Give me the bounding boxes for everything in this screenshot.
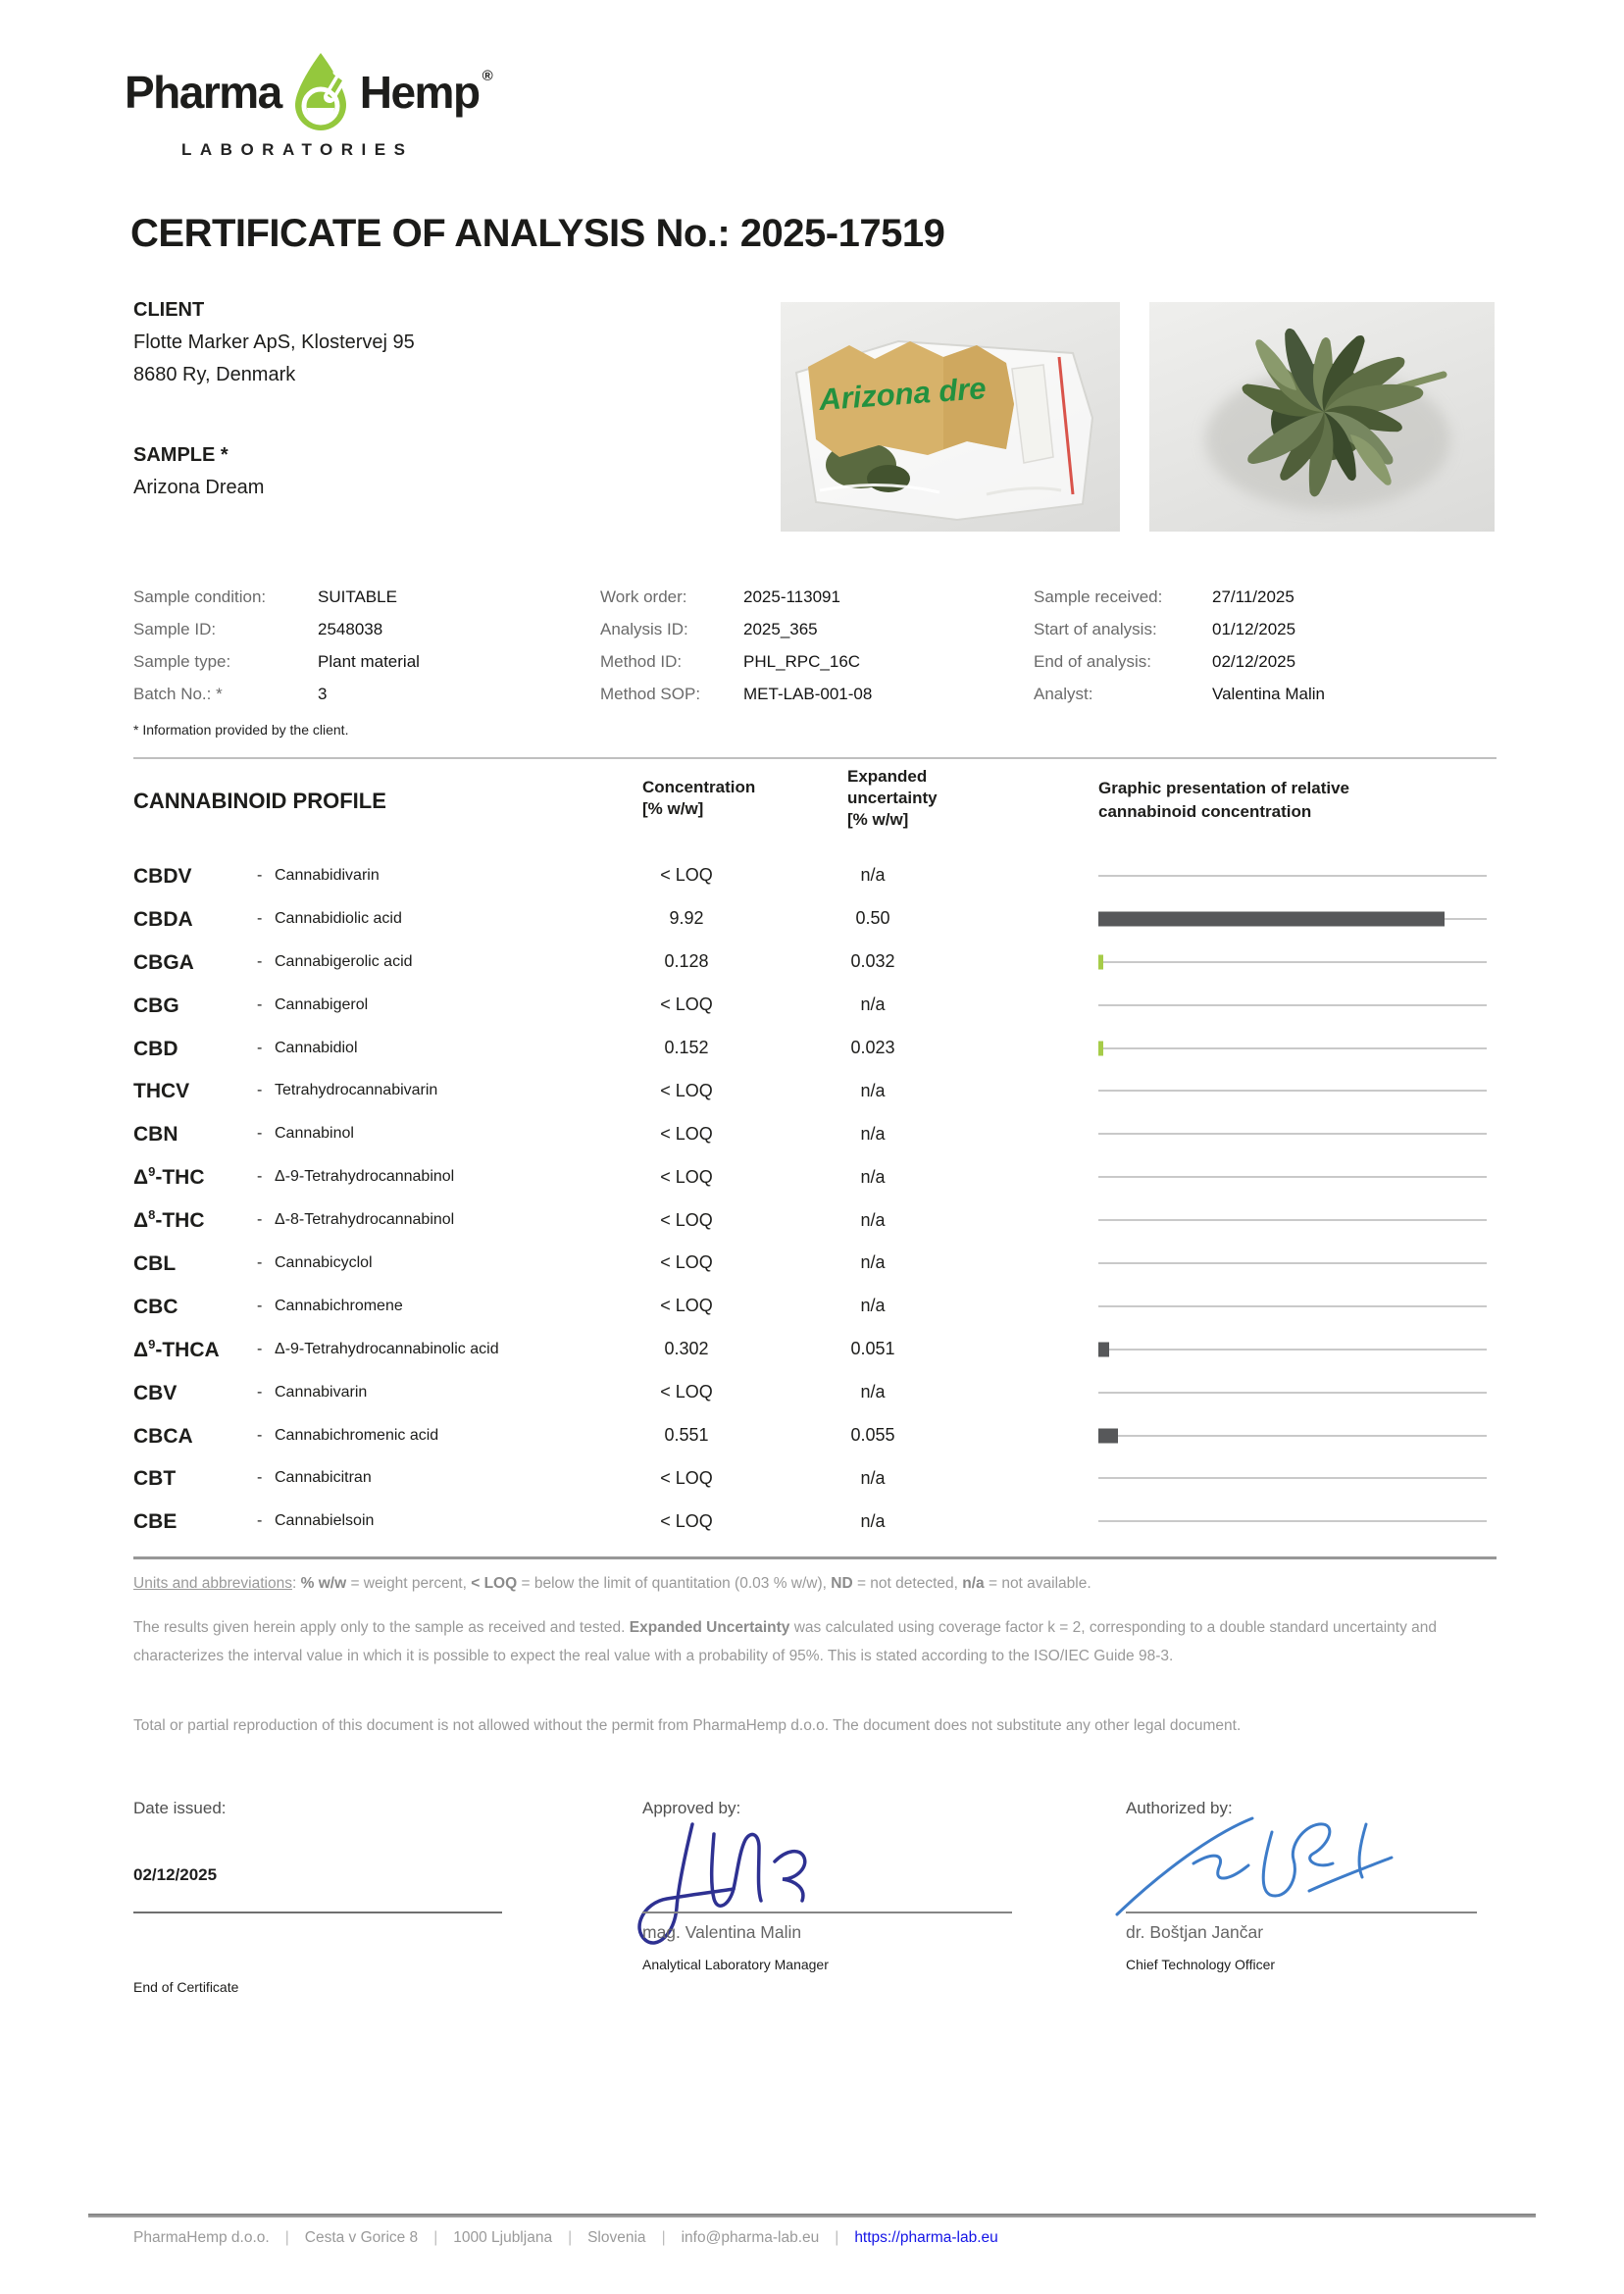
client-info-footnote: * Information provided by the client. bbox=[133, 722, 349, 738]
info-value: 02/12/2025 bbox=[1212, 652, 1296, 671]
cannabinoid-table-row bbox=[133, 1456, 1497, 1500]
cannabinoid-abbreviation: CBL bbox=[133, 1251, 177, 1275]
date-issued-value: 02/12/2025 bbox=[133, 1865, 218, 1884]
cannabinoid-abbreviation: CBC bbox=[133, 1295, 178, 1318]
brand-pharma: Pharma bbox=[125, 67, 281, 118]
info-value: 3 bbox=[318, 685, 328, 703]
cannabinoid-table-row bbox=[133, 984, 1497, 1027]
cannabinoid-abbreviation: THCV bbox=[133, 1080, 190, 1103]
cannabinoid-table-row bbox=[133, 854, 1497, 897]
cannabinoid-table-row bbox=[133, 1069, 1497, 1112]
cannabinoid-full-name: Δ-9-Tetrahydrocannabinol bbox=[275, 1168, 455, 1186]
cannabinoid-table-row bbox=[133, 1198, 1497, 1242]
bar-axis-line bbox=[1098, 1176, 1487, 1178]
document-title: CERTIFICATE OF ANALYSIS No.: 2025-17519 bbox=[130, 212, 945, 255]
concentration-value: 0.302 bbox=[664, 1339, 709, 1359]
footer-item: PharmaHemp d.o.o. bbox=[133, 2229, 270, 2246]
cannabinoid-full-name: Cannabicitran bbox=[275, 1469, 372, 1487]
table-bottom-rule bbox=[133, 1556, 1497, 1559]
relative-concentration-graphic bbox=[1098, 1500, 1487, 1543]
cannabinoid-full-name: Cannabidiolic acid bbox=[275, 909, 402, 927]
cannabinoid-abbreviation: CBE bbox=[133, 1510, 178, 1534]
relative-concentration-graphic bbox=[1098, 1371, 1487, 1414]
concentration-value: 0.152 bbox=[664, 1038, 709, 1057]
client-address-line1: Flotte Marker ApS, Klostervej 95 bbox=[133, 331, 415, 353]
sample-info-column-1 bbox=[133, 581, 420, 710]
concentration-value: < LOQ bbox=[660, 1080, 713, 1100]
concentration-value: < LOQ bbox=[660, 1382, 713, 1402]
cannabinoid-full-name: Cannabinol bbox=[275, 1125, 354, 1143]
concentration-value: < LOQ bbox=[660, 865, 713, 886]
bar-axis-line bbox=[1098, 1520, 1487, 1522]
concentration-bar bbox=[1098, 1342, 1109, 1356]
relative-concentration-graphic bbox=[1098, 941, 1487, 984]
uncertainty-value: n/a bbox=[860, 1252, 886, 1273]
sample-section bbox=[133, 439, 264, 504]
dash-separator: - bbox=[257, 1426, 263, 1444]
cannabinoid-full-name: Δ-8-Tetrahydrocannabinol bbox=[275, 1211, 455, 1229]
relative-concentration-graphic bbox=[1098, 897, 1487, 941]
date-line bbox=[133, 1912, 502, 1913]
dash-separator: - bbox=[257, 1297, 263, 1314]
date-issued-label: Date issued: bbox=[133, 1799, 227, 1817]
info-value: PHL_RPC_16C bbox=[743, 652, 861, 671]
approved-by-label: Approved by: bbox=[642, 1799, 741, 1817]
footer-separator: | bbox=[835, 2229, 839, 2246]
dash-separator: - bbox=[257, 1168, 263, 1186]
concentration-value: < LOQ bbox=[660, 1467, 713, 1488]
cannabinoid-full-name: Cannabidiol bbox=[275, 1039, 358, 1056]
info-label: Method SOP: bbox=[600, 685, 701, 703]
concentration-bar bbox=[1098, 911, 1445, 926]
relative-concentration-graphic bbox=[1098, 1242, 1487, 1285]
info-value: 27/11/2025 bbox=[1212, 587, 1294, 606]
footer-separator: | bbox=[284, 2229, 289, 2246]
uncertainty-value: 0.032 bbox=[850, 951, 895, 972]
uncertainty-column-header: Expanded uncertainty [% w/w] bbox=[847, 767, 938, 829]
concentration-value: 0.551 bbox=[664, 1425, 709, 1446]
cannabinoid-abbreviation: $\Delta^8$-THC bbox=[133, 1207, 205, 1233]
footer-separator: | bbox=[661, 2229, 666, 2246]
relative-concentration-graphic bbox=[1098, 1456, 1487, 1500]
cannabinoid-abbreviation: CBDV bbox=[133, 864, 192, 888]
concentration-value: < LOQ bbox=[660, 1510, 713, 1531]
sample-info-column-3 bbox=[1034, 581, 1325, 710]
bar-axis-line bbox=[1098, 961, 1487, 963]
sample-name: Arizona Dream bbox=[133, 477, 265, 498]
concentration-column-header: Concentration [% w/w] bbox=[642, 778, 756, 818]
info-value: Valentina Malin bbox=[1212, 685, 1325, 703]
concentration-bar bbox=[1098, 954, 1103, 969]
authorized-name: dr. Boštjan Jančar bbox=[1126, 1922, 1264, 1942]
bar-axis-line bbox=[1098, 1262, 1487, 1264]
cannabinoid-full-name: Cannabichromene bbox=[275, 1297, 403, 1314]
cannabinoid-full-name: Tetrahydrocannabivarin bbox=[275, 1082, 438, 1099]
cannabinoid-full-name: Cannabichromenic acid bbox=[275, 1426, 439, 1444]
concentration-value: < LOQ bbox=[660, 1123, 713, 1144]
approved-role: Analytical Laboratory Manager bbox=[642, 1957, 829, 1972]
cannabinoid-table-row bbox=[133, 1027, 1497, 1070]
relative-concentration-graphic bbox=[1098, 1112, 1487, 1155]
cannabinoid-abbreviation: CBDA bbox=[133, 907, 193, 931]
footer-separator: | bbox=[568, 2229, 573, 2246]
relative-concentration-graphic bbox=[1098, 854, 1487, 897]
dash-separator: - bbox=[257, 1512, 263, 1530]
cannabinoid-abbreviation: CBG bbox=[133, 994, 179, 1017]
dash-separator: - bbox=[257, 1253, 263, 1271]
uncertainty-value: n/a bbox=[860, 1510, 886, 1531]
cannabinoid-table-row bbox=[133, 897, 1497, 941]
relative-concentration-graphic bbox=[1098, 1198, 1487, 1242]
dash-separator: - bbox=[257, 995, 263, 1013]
cannabinoid-abbreviation: CBGA bbox=[133, 950, 194, 974]
company-logo bbox=[125, 51, 491, 160]
dash-separator: - bbox=[257, 1469, 263, 1487]
cannabinoid-table-row bbox=[133, 1371, 1497, 1414]
uncertainty-value: n/a bbox=[860, 1209, 886, 1230]
graphic-column-header: Graphic presentation of relative cannabinoid concentration bbox=[1098, 779, 1350, 821]
info-value: 01/12/2025 bbox=[1212, 620, 1296, 638]
registered-mark: ® bbox=[482, 68, 492, 84]
relative-concentration-graphic bbox=[1098, 1069, 1487, 1112]
table-top-rule bbox=[133, 757, 1497, 759]
concentration-bar bbox=[1098, 1428, 1118, 1443]
cannabinoid-table-row bbox=[133, 1328, 1497, 1371]
dash-separator: - bbox=[257, 866, 263, 884]
reproduction-note: Total or partial reproduction of this document is not allowed without the permit from PharmaHemp d.o.o. The document does not substitute any other legal document. bbox=[133, 1717, 1242, 1734]
sample-info-column-2 bbox=[600, 581, 872, 710]
authorized-signature-line bbox=[1126, 1912, 1477, 1913]
info-label: End of analysis: bbox=[1034, 652, 1152, 671]
logo-subtitle: LABORATORIES bbox=[181, 140, 414, 159]
dash-separator: - bbox=[257, 1340, 263, 1357]
relative-concentration-graphic bbox=[1098, 1414, 1487, 1457]
footer-website-link[interactable]: https://pharma-lab.eu bbox=[854, 2229, 998, 2246]
info-label: Work order: bbox=[600, 587, 687, 606]
concentration-bar bbox=[1098, 1041, 1103, 1055]
uncertainty-value: 0.055 bbox=[850, 1425, 895, 1446]
cannabinoid-table-row bbox=[133, 1155, 1497, 1198]
end-of-certificate: End of Certificate bbox=[133, 1979, 239, 1995]
info-label: Batch No.: * bbox=[133, 685, 223, 703]
info-value: 2548038 bbox=[318, 620, 383, 638]
approved-signature-line bbox=[642, 1912, 1012, 1913]
uncertainty-value: n/a bbox=[860, 1080, 886, 1100]
units-note: Units and abbreviations: % w/w = weight percent, < LOQ = below the limit of quantitation (0.03 % w/w), ND = not detected, n/a = not available. bbox=[133, 1575, 1091, 1592]
relative-concentration-graphic bbox=[1098, 1155, 1487, 1198]
concentration-value: < LOQ bbox=[660, 1166, 713, 1187]
info-label: Sample received: bbox=[1034, 587, 1163, 606]
concentration-value: 9.92 bbox=[669, 908, 704, 929]
bar-axis-line bbox=[1098, 1349, 1487, 1351]
cannabinoid-full-name: Cannabigerolic acid bbox=[275, 952, 413, 970]
dash-separator: - bbox=[257, 952, 263, 970]
relative-concentration-graphic bbox=[1098, 984, 1487, 1027]
plant-material-photo bbox=[1149, 302, 1495, 532]
uncertainty-value: n/a bbox=[860, 1382, 886, 1402]
cannabinoid-abbreviation: CBD bbox=[133, 1037, 178, 1060]
cannabinoid-full-name: Cannabicyclol bbox=[275, 1253, 373, 1271]
relative-concentration-graphic bbox=[1098, 1328, 1487, 1371]
cannabinoid-table-row bbox=[133, 941, 1497, 984]
footer-rule bbox=[88, 2214, 1536, 2218]
relative-concentration-graphic bbox=[1098, 1027, 1487, 1070]
uncertainty-value: n/a bbox=[860, 1166, 886, 1187]
bar-axis-line bbox=[1098, 1004, 1487, 1006]
bar-axis-line bbox=[1098, 1477, 1487, 1479]
dash-separator: - bbox=[257, 1383, 263, 1401]
cannabinoid-abbreviation: $\Delta^9$-THC bbox=[133, 1164, 205, 1190]
cannabinoid-abbreviation: CBCA bbox=[133, 1424, 193, 1448]
footer-bar bbox=[133, 2229, 998, 2247]
client-section bbox=[133, 294, 415, 391]
brand-hemp: Hemp ® bbox=[359, 67, 492, 118]
info-label: Sample condition: bbox=[133, 587, 267, 606]
cannabinoid-full-name: Cannabivarin bbox=[275, 1383, 368, 1401]
info-label: Analysis ID: bbox=[600, 620, 688, 638]
info-value: 2025_365 bbox=[743, 620, 818, 638]
info-value: SUITABLE bbox=[318, 587, 397, 606]
footer-item: Slovenia bbox=[587, 2229, 646, 2246]
cannabinoid-full-name: Cannabigerol bbox=[275, 995, 369, 1013]
cannabinoid-table-row bbox=[133, 1414, 1497, 1457]
concentration-value: < LOQ bbox=[660, 1252, 713, 1273]
bag-label-handwriting: Arizona dre bbox=[818, 371, 988, 417]
client-address-line2: 8680 Ry, Denmark bbox=[133, 364, 296, 385]
bar-axis-line bbox=[1098, 1435, 1487, 1437]
footer-item: 1000 Ljubljana bbox=[453, 2229, 553, 2246]
uncertainty-value: n/a bbox=[860, 865, 886, 886]
approved-name: mag. Valentina Malin bbox=[642, 1922, 802, 1942]
client-heading: CLIENT bbox=[133, 299, 205, 321]
cannabinoid-full-name: Cannabidivarin bbox=[275, 866, 380, 884]
dash-separator: - bbox=[257, 909, 263, 927]
cannabinoid-abbreviation: CBT bbox=[133, 1467, 177, 1491]
bar-axis-line bbox=[1098, 1219, 1487, 1221]
info-value: Plant material bbox=[318, 652, 420, 671]
bar-axis-line bbox=[1098, 1047, 1487, 1049]
cannabinoid-abbreviation: CBN bbox=[133, 1123, 178, 1147]
cannabinoid-table-row bbox=[133, 1285, 1497, 1328]
authorized-role: Chief Technology Officer bbox=[1126, 1957, 1276, 1972]
info-label: Analyst: bbox=[1034, 685, 1093, 703]
bar-axis-line bbox=[1098, 1133, 1487, 1135]
info-label: Method ID: bbox=[600, 652, 683, 671]
uncertainty-value: 0.051 bbox=[850, 1339, 895, 1359]
cannabinoid-profile-title: CANNABINOID PROFILE bbox=[133, 789, 386, 813]
uncertainty-value: 0.023 bbox=[850, 1038, 895, 1057]
concentration-value: 0.128 bbox=[664, 951, 709, 972]
cannabinoid-table-row bbox=[133, 1500, 1497, 1543]
uncertainty-value: n/a bbox=[860, 1123, 886, 1144]
info-label: Sample ID: bbox=[133, 620, 217, 638]
cannabinoid-abbreviation: CBV bbox=[133, 1381, 178, 1404]
bar-axis-line bbox=[1098, 1090, 1487, 1092]
relative-concentration-graphic bbox=[1098, 1285, 1487, 1328]
bar-axis-line bbox=[1098, 1392, 1487, 1394]
cannabinoid-abbreviation: $\Delta^9$-THCA bbox=[133, 1336, 220, 1361]
sample-heading: SAMPLE * bbox=[133, 444, 228, 466]
info-value: 2025-113091 bbox=[743, 587, 840, 606]
footer-item: Cesta v Gorice 8 bbox=[304, 2229, 419, 2246]
cannabinoid-full-name: Δ-9-Tetrahydrocannabinolic acid bbox=[275, 1340, 499, 1357]
dash-separator: - bbox=[257, 1125, 263, 1143]
dash-separator: - bbox=[257, 1039, 263, 1056]
concentration-value: < LOQ bbox=[660, 1296, 713, 1316]
sample-bag-photo bbox=[781, 302, 1120, 532]
uncertainty-value: 0.50 bbox=[855, 908, 890, 929]
info-label: Sample type: bbox=[133, 652, 231, 671]
cannabinoid-table-row bbox=[133, 1242, 1497, 1285]
info-label: Start of analysis: bbox=[1034, 620, 1157, 638]
concentration-value: < LOQ bbox=[660, 1209, 713, 1230]
bar-axis-line bbox=[1098, 875, 1487, 877]
info-value: MET-LAB-001-08 bbox=[743, 685, 873, 703]
authorized-by-label: Authorized by: bbox=[1126, 1799, 1233, 1817]
footer-item: info@pharma-lab.eu bbox=[681, 2229, 820, 2246]
concentration-value: < LOQ bbox=[660, 994, 713, 1015]
dash-separator: - bbox=[257, 1082, 263, 1099]
cannabinoid-full-name: Cannabielsoin bbox=[275, 1512, 375, 1530]
cannabinoid-table-row bbox=[133, 1112, 1497, 1155]
uncertainty-value: n/a bbox=[860, 1296, 886, 1316]
droplet-flask-icon bbox=[289, 51, 352, 133]
uncertainty-value: n/a bbox=[860, 1467, 886, 1488]
footer-separator: | bbox=[433, 2229, 438, 2246]
cannabinoid-rows bbox=[133, 854, 1497, 1543]
results-note: The results given herein apply only to the sample as received and tested. Expanded Uncertainty was calculated using coverage factor k = 2, corresponding to a double standard uncertainty and characterizes the interval value in which it is possible to expect the real value with a probability of 95%. This is stated according to the ISO/IEC Guide 98-3. bbox=[133, 1619, 1438, 1664]
bar-axis-line bbox=[1098, 1305, 1487, 1307]
dash-separator: - bbox=[257, 1211, 263, 1229]
uncertainty-value: n/a bbox=[860, 994, 886, 1015]
